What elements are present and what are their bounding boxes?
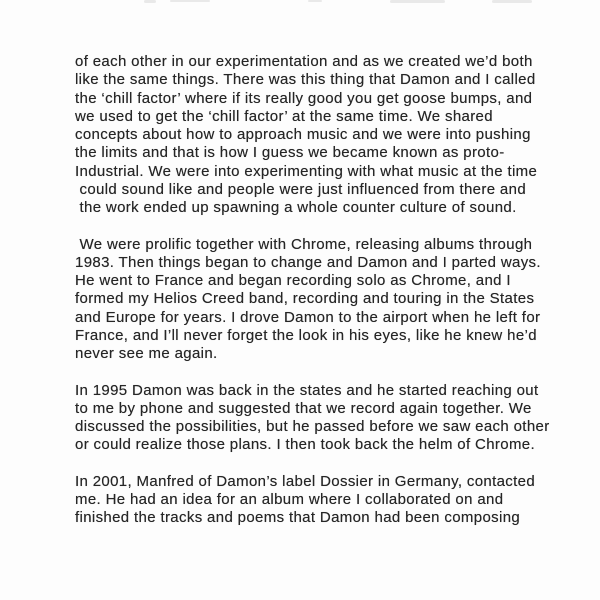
text-line: to me by phone and suggested that we record again together. We	[75, 399, 532, 417]
text-line: of each other in our experimentation and as we created we’d both	[75, 53, 533, 70]
paragraph-4	[75, 473, 565, 528]
paragraph-1	[75, 53, 565, 217]
scan-artifact	[144, 0, 156, 3]
paragraph-3	[75, 382, 565, 455]
scan-artifact	[492, 0, 532, 3]
scan-artifact	[170, 0, 210, 2]
text-line: He went to France and began recording solo as Chrome, and I	[75, 272, 511, 289]
liner-notes-text	[75, 53, 565, 528]
text-line: In 1995 Damon was back in the states and he started reaching out	[75, 381, 539, 399]
text-line: finished the tracks and poems that Damon had been composing	[75, 509, 521, 527]
text-line: discussed the possibilities, but he passed before we saw each other	[75, 418, 550, 435]
text-line: me. He had an idea for an album where I collaborated on and	[75, 491, 504, 508]
text-line: We were prolific together with Chrome, releasing albums through	[75, 235, 533, 253]
text-line: the limits and that is how I guess we became known as proto-	[75, 144, 505, 162]
text-line: never see me again.	[75, 345, 218, 362]
text-line: we used to get the ‘chill factor’ at the same time. We shared	[75, 107, 493, 125]
text-line: formed my Helios Creed band, recording and touring in the States	[75, 290, 535, 308]
text-line: the ‘chill factor’ where if its really good you get goose bumps, and	[75, 89, 533, 107]
text-line: France, and I’ll never forget the look in his eyes, like he knew he’d	[75, 326, 537, 344]
scan-artifact	[390, 0, 445, 3]
text-line: or could realize those plans. I then took back the helm of Chrome.	[75, 436, 536, 454]
text-line: 1983. Then things began to change and Damon and I parted ways.	[75, 253, 541, 271]
text-line: In 2001, Manfred of Damon’s label Dossier in Germany, contacted	[75, 472, 536, 490]
text-line: like the same things. There was this thing that Damon and I called	[75, 71, 536, 89]
text-line: concepts about how to approach music and we were into pushing	[75, 126, 531, 143]
text-line: Industrial. We were into experimenting with what music at the time	[75, 162, 538, 180]
paragraph-2	[75, 236, 565, 364]
text-line: and Europe for years. I drove Damon to the airport when he left for	[75, 308, 541, 326]
text-line: the work ended up spawning a whole counter culture of sound.	[75, 199, 517, 216]
text-line: could sound like and people were just influenced from there and	[75, 180, 527, 198]
scan-artifact	[308, 0, 322, 2]
